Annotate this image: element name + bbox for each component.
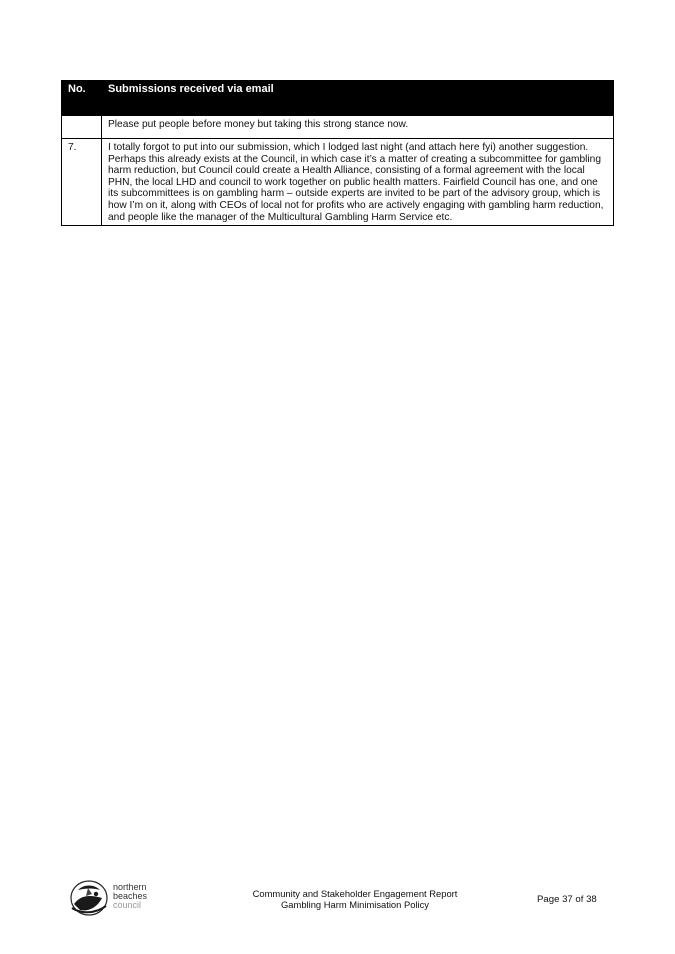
- council-logo-icon: [68, 878, 110, 918]
- logo-line-northern: northern: [113, 882, 147, 892]
- footer-report-info: [230, 889, 480, 910]
- page-number: Page 37 of 38: [537, 894, 597, 905]
- submissions-table: [61, 80, 614, 226]
- footer-report-subtitle: Gambling Harm Minimisation Policy: [281, 898, 429, 910]
- header-no: No.: [62, 81, 102, 116]
- logo-line-beaches: beaches: [113, 891, 148, 901]
- logo-line-council: council: [113, 900, 142, 910]
- row-number: [62, 116, 102, 139]
- table-row: [62, 116, 614, 139]
- footer-report-title: Community and Stakeholder Engagement Report: [252, 888, 458, 899]
- table-row: [62, 139, 614, 226]
- row-number: 7.: [62, 139, 102, 226]
- header-submissions: Submissions received via email: [102, 81, 614, 116]
- row-submission-text: Please put people before money but taking this strong stance now.: [102, 116, 614, 139]
- logo-wordmark: [113, 883, 147, 910]
- table-header-row: [62, 81, 614, 116]
- row-submission-text: I totally forgot to put into our submission, which I lodged last night (and attach here fyi) another suggestion. Perhaps this already exists at the Council, in which case it’s a matter of creating a subcommittee for gambling harm reduction, but Council could create a Health Alliance, consisting of a formal agreement with the local PHN, the local LHD and council to work together on public health matters. Fairfield Council has one, and one its subcommittees is on gambling harm – outside experts are invited to be part of the advisory group, which is how I’m on it, along with CEOs of local not for profits who are actively engaging with gambling harm reduction, and people like the manager of the Multicultural Gambling Harm Service etc.: [102, 139, 614, 226]
